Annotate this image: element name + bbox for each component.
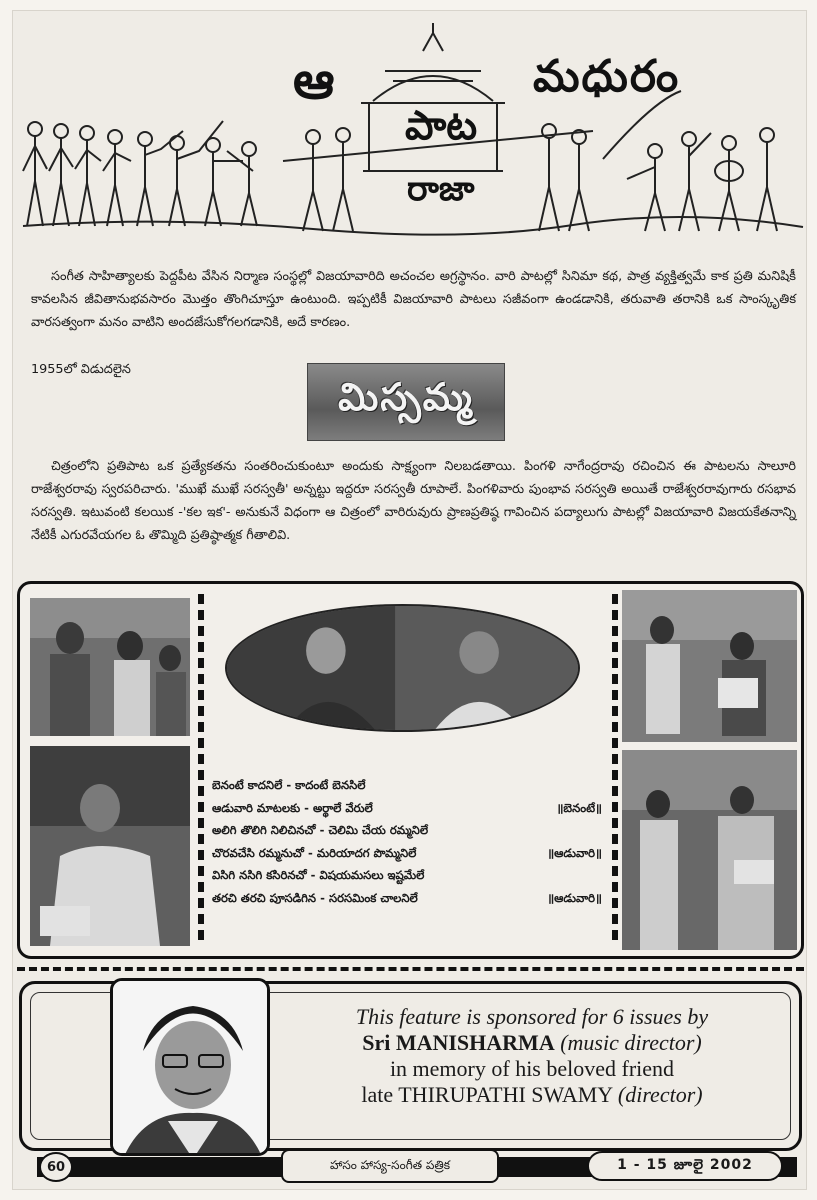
film-still-photo: [30, 598, 190, 736]
sponsor-name: Sri MANISHARMA: [362, 1030, 555, 1055]
lyric-line: విసిగి నసిగి కసిరినచో - విషయమసలు ఇష్టమేలే: [212, 868, 425, 882]
memorial-name: late THIRUPATHI SWAMY: [361, 1082, 613, 1107]
sponsor-portrait: [110, 978, 270, 1156]
lyric-line: బెనంటే కాదనిలే - కాదంటే బెనసిలే: [212, 778, 366, 792]
title-madhuram: మధురం: [533, 51, 681, 102]
lyric-line: అలిగి తొలిగి నిలిచినచో - చెలిమి చేయ రమ్మనిలే: [212, 823, 429, 837]
lyric-line: ఆడువారి మాటలకు - అర్థాలే వేరులే ॥బెనంటే॥: [212, 800, 602, 815]
film-still-photo: [622, 750, 797, 950]
sponsor-role: (music director): [560, 1030, 702, 1055]
sponsor-line: This feature is sponsored for 6 issues by: [355, 1004, 709, 1029]
intro-lead-in: 1955లో విడుదలైన: [31, 362, 131, 377]
title-raja: రాజా: [407, 169, 475, 209]
page-number: 60: [39, 1152, 73, 1182]
issue-date: 1 - 15 జూలై 2002: [587, 1151, 783, 1181]
dashed-divider: [17, 967, 804, 971]
sponsor-box: [19, 981, 802, 1151]
sponsor-text: [272, 1004, 792, 1108]
film-still-photo: [622, 590, 797, 742]
film-strip-perforation: [198, 594, 204, 946]
banner-illustration: [13, 11, 808, 251]
film-still-oval-photo: [225, 604, 580, 732]
memory-line: in memory of his beloved friend: [389, 1056, 675, 1081]
memorial-role: (director): [617, 1082, 703, 1107]
title-paata: పాట: [405, 103, 478, 149]
film-still-photo: [30, 746, 190, 946]
title-aa: ఆ: [293, 51, 335, 111]
song-lyrics: [212, 774, 602, 909]
film-title: మిస్సమ్మ: [338, 375, 474, 419]
sponsor-name-line: [272, 1030, 792, 1056]
film-strip-perforation: [612, 594, 618, 946]
lyric-line: తరచి తరచి పూసడిగిన - సరసమింక చాలనిలే ॥ఆడువారి॥: [212, 890, 602, 905]
lyric-line: చొరవచేసి రమ్మనుచో - మరియాదగ పొమ్మనిలే ॥ఆడువారి॥: [212, 845, 602, 860]
film-stills-frame: [17, 581, 804, 959]
memorial-name-line: [272, 1082, 792, 1108]
body-paragraph: చిత్రంలోని ప్రతిపాట ఒక ప్రత్యేకతను సంతరించుకుంటూ అందుకు సాక్ష్యంగా నిలబడతాయి. పింగళి నాగేంద్రరావు రచించిన ఈ పాటలను సాలూరి రాజేశ్వరరావు స్వరపరిచారు. 'ముఖే ముఖే సరస్వతీ' అన్నట్టు ఇద్దరూ సరస్వతీ రూపాలే. పింగళివారు పుంభావ సరస్వతి అయితే రాజేశ్వరరావుగారు రసభావ సరస్వతి. ఇటువంటి కలయిక -'కల ఇక'- అనుకునే విధంగా ఆ చిత్రంలో వారిరువురు ప్రాణప్రతిష్ఠ గావించిన పద్యాలుగు పాటల్లో విజయావారి విజయకేతనాన్ని నేటికీ ఎగురవేయగల ఓ తొమ్మిది ప్రతిష్ఠాత్మక గీతాలివి.: [31, 459, 796, 543]
intro-paragraph: సంగీత సాహిత్యాలకు పెద్దపీట వేసిన నిర్మాణ సంస్థల్లో విజయావారిది అచంచల అగ్రస్థానం. వారి పాటల్లో సినిమా కథ, పాత్ర వ్యక్తిత్వమే కాక ప్రతి మనిషికీ కావలసిన జీవితానుభవసారం మొత్తం తొంగిచూస్తూ ఉంటుంది. ఇప్పటికీ విజయావారి పాటలు సజీవంగా ఉండడానికి, తరువాతి తరానికి ఒక సాంస్కృతిక వారసత్వంగా మనం వాటిని అందజేసుకోగలగడానికి, అదే కారణం.: [31, 269, 796, 330]
film-title-box: [307, 363, 505, 441]
magazine-name: హాసం హాస్య-సంగీత పత్రిక: [281, 1149, 499, 1183]
magazine-page: [12, 10, 807, 1190]
